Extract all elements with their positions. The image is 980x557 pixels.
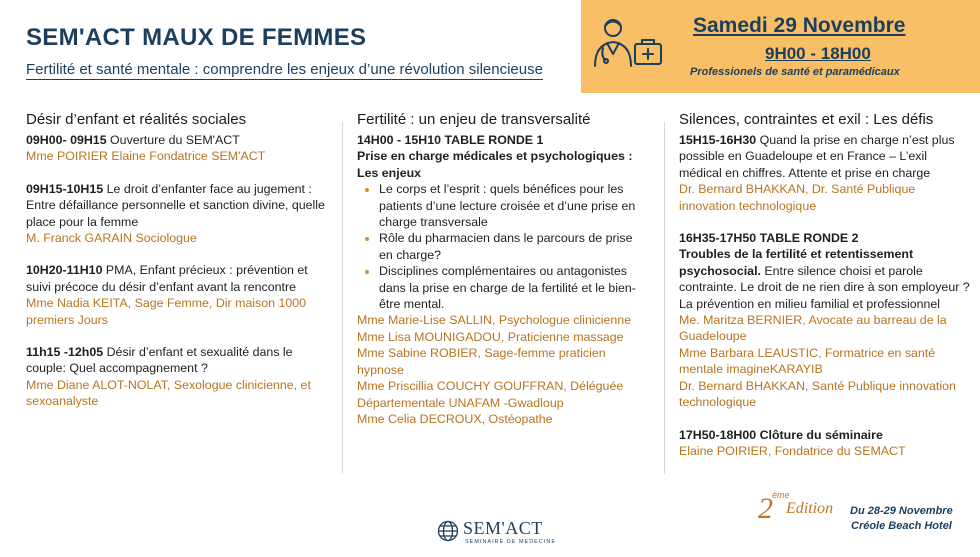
session-speaker: Mme Priscillia COUCHY GOUFFRAN, Déléguée Départementale UNAFAM -Gwadloup — [357, 379, 624, 410]
edition-number: 2 — [758, 492, 773, 525]
speaker-list — [357, 312, 647, 427]
session-time: 14H00 - 15H10 TABLE RONDE 1 — [357, 133, 544, 147]
event-title: SEM'ACT MAUX DE FEMMES — [26, 24, 367, 51]
event-hours: 9H00 - 18H00 — [765, 44, 871, 63]
session-speaker: Mme Barbara LEAUSTIC, Formatrice en santé mentale imagineKARAYIB — [679, 345, 936, 377]
session-text: Entre silence choisi et parole contrainte. Le droit de ne rien dire à son employeur ? La prévention en milieu familial et professionnel — [679, 263, 970, 311]
session-time: 16H35-17H50 TABLE RONDE 2 — [679, 231, 859, 246]
program-column-3 — [679, 110, 971, 475]
session-text: PMA, Enfant précieux : prévention et suivi précoce du désir d’enfant avant la rencontre — [26, 263, 308, 294]
column-heading: Fertilité : un enjeu de transversalité — [357, 111, 591, 128]
session-speaker: Mme Marie-Lise SALLIN, Psychologue clinicienne — [357, 313, 632, 328]
session-time: 11h15 -12h05 — [26, 345, 104, 360]
logo-name: SEM'ACT — [463, 518, 543, 538]
date-banner — [581, 0, 980, 93]
program-column-1 — [26, 110, 326, 426]
column-heading: Silences, contraintes et exil : Les défis — [679, 111, 934, 128]
globe-icon — [437, 520, 459, 542]
session-text: Le droit d’enfanter face au jugement : Entre défaillance personnelle et sanction divine, quelle place pour la femme — [26, 181, 325, 229]
semact-logo — [437, 518, 567, 548]
session-speaker: Mme POIRIER Elaine Fondatrice SEM'ACT — [26, 149, 266, 164]
session-block — [26, 181, 326, 247]
column-heading: Désir d’enfant et réalités sociales — [26, 111, 247, 128]
list-item: • Rôle du pharmacien dans le parcours de prise en charge? — [379, 230, 647, 263]
session-speaker: Mme Celia DECROUX, Ostéopathe — [357, 411, 553, 426]
session-speaker: Mme Lisa MOUNIGADOU, Praticienne massage — [357, 329, 624, 344]
session-text: Quand la prise en charge n’est plus possible en Guadeloupe et en France – L’exil médical en chiffres. Attente et prise en charge — [679, 133, 955, 180]
session-time: 15H15-16H30 — [679, 133, 757, 147]
edition-venue: Créole Beach Hotel — [851, 520, 952, 532]
session-time: 10H20-11H10 — [26, 263, 103, 278]
session-title: Prise en charge médicales et psychologiques : Les enjeux — [357, 149, 633, 180]
column-divider — [342, 122, 343, 474]
program-column-2 — [357, 110, 647, 427]
session-title: Troubles de la fertilité et retentissement psychosocial. — [679, 247, 914, 278]
logo-tagline: SEMINAIRE DE MEDECINE — [465, 539, 556, 545]
event-audience: Professionels de santé et paramédicaux — [690, 66, 900, 78]
session-block — [26, 132, 326, 165]
edition-word: Edition — [786, 500, 834, 517]
session-block — [679, 230, 971, 410]
session-speaker: Mme Nadia KEITA, Sage Femme, Dir maison 1000 premiers Jours — [26, 296, 307, 327]
session-block — [26, 262, 326, 328]
session-speaker: Dr. Bernard BHAKKAN, Santé Publique innovation technologique — [679, 378, 956, 410]
edition-badge — [758, 488, 978, 548]
session-time: 09H15-10H15 — [26, 181, 104, 196]
topics-list — [357, 181, 647, 312]
session-speaker: Elaine POIRIER, Fondatrice du SEMACT — [679, 443, 906, 458]
session-time: 09H00- 09H15 — [26, 133, 107, 147]
list-item: • Le corps et l’esprit : quels bénéfices pour les patients d’une lecture croisée et d’une prise en charge transversale — [379, 181, 647, 230]
column-divider — [664, 122, 665, 474]
session-block — [679, 132, 971, 214]
session-block — [679, 427, 971, 460]
session-text: Ouverture du SEM'ACT — [106, 133, 240, 147]
session-speaker: Mme Diane ALOT-NOLAT, Sexologue clinicienne, et sexoanalyste — [26, 377, 311, 409]
event-subtitle: Fertilité et santé mentale : comprendre les enjeux d’une révolution silencieuse — [26, 61, 543, 78]
session-time: 17H50-18H00 Clôture du séminaire — [679, 427, 883, 442]
session-speaker: Dr. Bernard BHAKKAN, Dr. Santé Publique innovation technologique — [679, 182, 916, 213]
list-item: • Disciplines complémentaires ou antagonistes dans la prise en charge de la fertilité et le bien-être mental. — [379, 263, 647, 312]
session-speaker: M. Franck GARAIN Sociologue — [26, 231, 197, 246]
event-date: Samedi 29 Novembre — [693, 14, 906, 37]
edition-superscript: ème — [772, 490, 790, 500]
session-speaker: Me. Maritza BERNIER, Avocate au barreau de la Guadeloupe — [679, 313, 947, 344]
session-block — [26, 344, 326, 410]
doctor-icon — [591, 14, 665, 70]
session-text: Désir d’enfant et sexualité dans le couple: Quel accompagnement ? — [26, 345, 293, 376]
edition-dates: Du 28-29 Novembre — [850, 505, 953, 517]
session-speaker: Mme Sabine ROBIER, Sage-femme praticien hypnose — [357, 346, 606, 377]
